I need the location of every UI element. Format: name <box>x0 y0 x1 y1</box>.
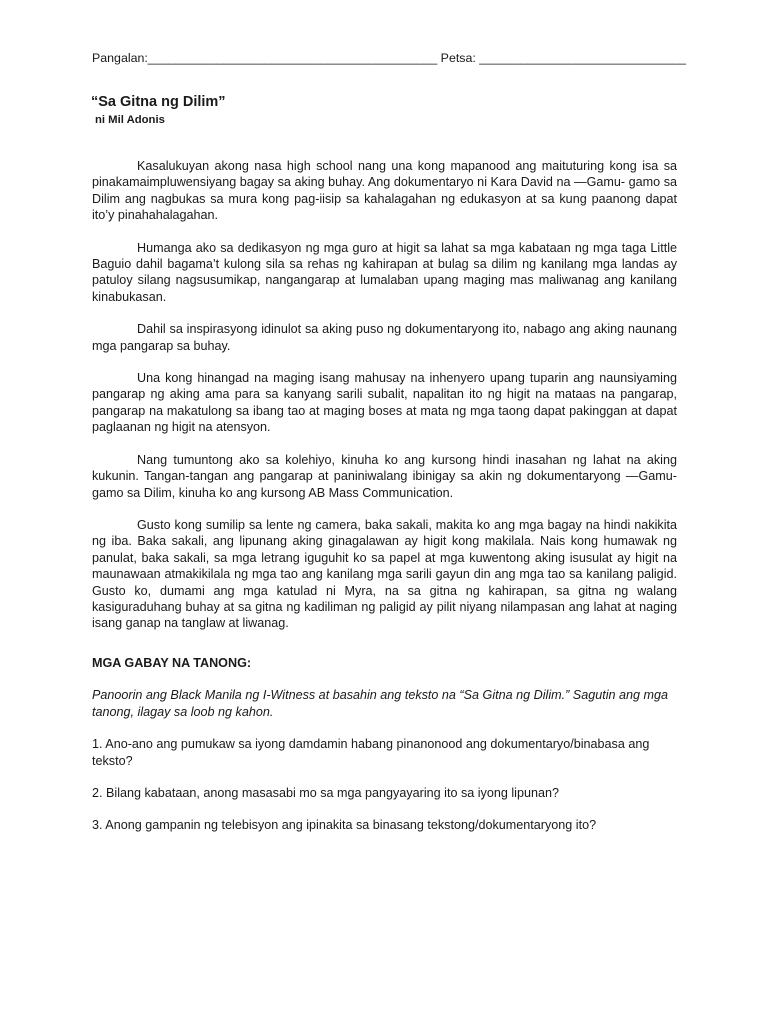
essay-body <box>92 158 677 648</box>
paragraph: Nang tumuntong ako sa kolehiyo, kinuha ko ang kursong hindi inasahan ng lahat na aking kukunin. Tangan-tangan ang pangarap at paniniwalang ibinigay sa akin ng dokumentaryong —Gamu-gamo sa Dilim, kinuha ko ang kursong AB Mass Communication. <box>92 452 677 500</box>
question-2: 2. Bilang kabataan, anong masasabi mo sa mga pangyayaring ito sa iyong lipunan? <box>92 786 559 801</box>
paragraph: Humanga ako sa dedikasyon ng mga guro at higit sa lahat sa mga kabataan ng mga taga Little Baguio dahil bagama’t kulong sila sa rehas ng kahirapan at bulag sa dilim ng kanilang mga landas ay patuloy silang nagsusumikap, nangangarap at lumalaban upang maging mas maliwanag ang kanilang kinabukasan. <box>92 240 677 304</box>
paragraph: Una kong hinangad na maging isang mahusay na inhenyero upang tuparin ang naunsiyaming pangarap ng aking ama para sa kanyang sarili subalit, napalitan ito ng higit na mataas na pangarap, pangarap na makatulong sa ibang tao at maging boses at mata ng mga taong dapat pakinggan at dapat paglaanan ng higit na atensyon. <box>92 371 677 435</box>
guide-instruction <box>92 687 677 720</box>
guide-questions-section <box>92 655 677 850</box>
paragraph: Kasalukuyan akong nasa high school nang una kong mapanood ang maituturing kong isa sa pinakamaimpluwensiyang bagay sa aking buhay. Ang dokumentaryo ni Kara David na —Gamu- gamo sa Dilim ang nagbukas sa mura kong pag-iisip sa kahalagahan ng edukasyon at sa kung paanong dapat ito’y pinahahalagahan. <box>92 159 677 223</box>
paragraph: Gusto kong sumilip sa lente ng camera, baka sakali, makita ko ang mga bagay na hindi nakikita ng iba. Baka sakali, ang lipunang aking ginagalawan ay higit kong makilala. Nais kong humawak ng panulat, baka sakali, sa mga letrang iguguhit ko sa papel at mga kuwentong aking isusulat ay higit na maunawaan atmakikilala ng mga tao ang kanilang mga sarili gayun din ang mga tao sa kanilang paligid. Gusto ko, dumami ang mga katulad ni Myra, na sa gitna ng kahirapan, sa gitna ng walang kasiguraduhang buhay at sa gitna ng kadiliman ng paligid ay pilit niyang nilampasan ang lahat at naging isang ganap na tanglaw at liwanag. <box>92 517 677 631</box>
name-date-line: Pangalan:__________________________________________ Petsa: ______________________________ <box>92 51 686 65</box>
question-3: 3. Anong gampanin ng telebisyon ang ipinakita sa binasang tekstong/dokumentaryong ito? <box>92 818 597 833</box>
essay-author: ni Mil Adonis <box>95 114 165 126</box>
question-1: 1. Ano-ano ang pumukaw sa iyong damdamin habang pinanonood ang dokumentaryo/binabasa ang teksto? <box>92 737 650 768</box>
paragraph: Dahil sa inspirasyong idinulot sa aking puso ng dokumentaryong ito, nabago ang aking naunang mga pangarap sa buhay. <box>92 322 677 353</box>
essay-title: “Sa Gitna ng Dilim” <box>91 94 226 110</box>
guide-heading: MGA GABAY NA TANONG: <box>92 656 252 670</box>
instruction-period: . <box>269 704 274 719</box>
instruction-text: Panoorin ang Black Manila ng I-Witness at basahin ang teksto na “Sa Gitna ng Dilim.” Sagutin ang mga tanong, ilagay sa loob ng kahon <box>92 688 669 719</box>
